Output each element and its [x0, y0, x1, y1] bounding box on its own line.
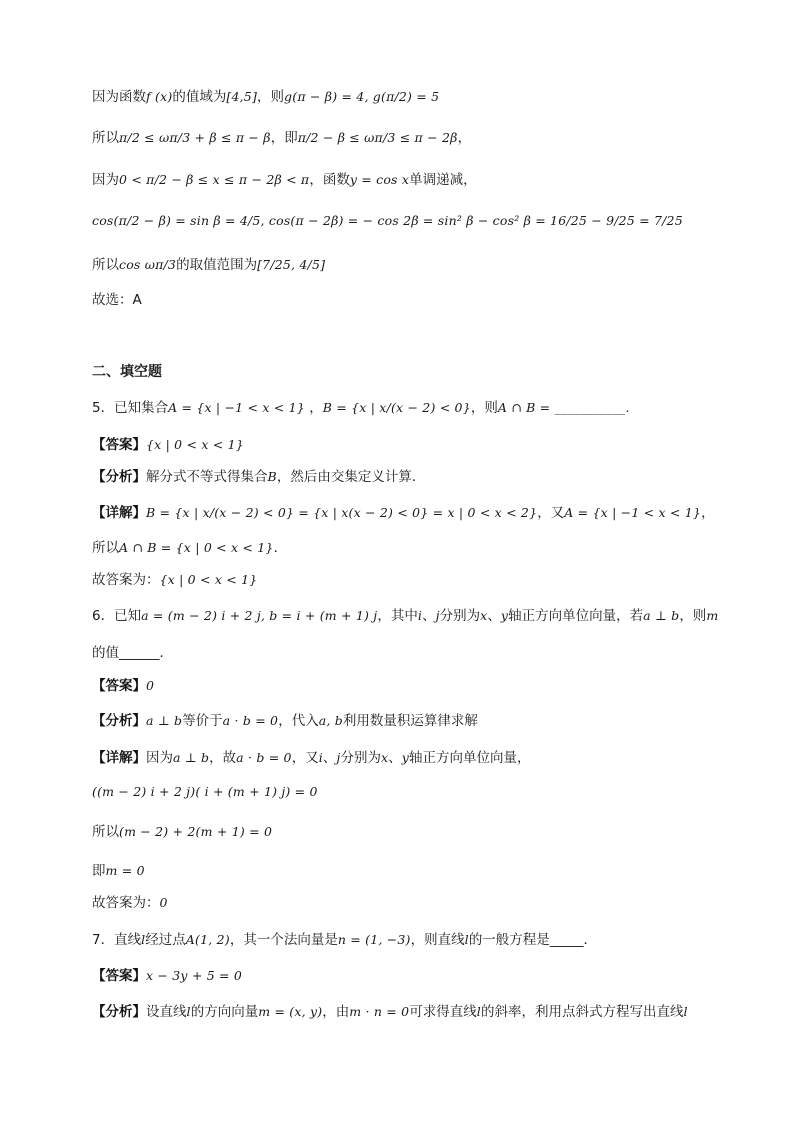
line-text: ， — [701, 505, 715, 521]
solution-line-2 — [92, 128, 754, 148]
line-text: 分别为 — [340, 750, 381, 766]
math-expr: y — [500, 608, 509, 623]
math-expr: m · n = 0 — [349, 1004, 410, 1019]
line-text: 可求得直线 — [409, 1004, 477, 1020]
line-text: 的值______． — [92, 645, 173, 661]
line-text: 6．已知 — [92, 608, 142, 624]
line-text: ，又 — [537, 505, 565, 521]
line-text: 所以 — [92, 130, 119, 146]
q7-analysis — [92, 1002, 754, 1022]
line-text: 故选：A — [92, 292, 142, 308]
math-expr: l — [141, 932, 146, 947]
line-text: 分别为 — [439, 608, 481, 624]
math-expr: f (x) — [146, 89, 173, 104]
math-expr: y — [401, 750, 410, 765]
analysis-tag: 【分析】 — [92, 1004, 146, 1020]
math-expr: n = (1, −3) — [337, 932, 411, 947]
math-expr: x − 3y + 5 = 0 — [146, 968, 243, 983]
line-text: ，其一个法向量是 — [229, 932, 338, 948]
math-expr: (m − 2) + 2(m + 1) = 0 — [119, 824, 273, 839]
q6-expand — [92, 782, 754, 802]
math-expr: j — [336, 750, 341, 765]
line-text: 所以 — [92, 540, 119, 556]
line-text: 等价于 — [182, 713, 223, 729]
math-expr: x — [381, 750, 389, 765]
math-expr: i — [417, 608, 423, 623]
q6-analysis — [92, 711, 754, 731]
math-expr: B — [267, 469, 277, 484]
line-text: 因为 — [146, 750, 173, 766]
math-expr: m — [706, 608, 719, 623]
q5-final — [92, 570, 754, 590]
math-expr: A ∩ B = {x | 0 < x < 1} — [119, 540, 274, 555]
math-expr: A(1, 2) — [185, 932, 230, 947]
math-expr: B = {x | x/(x − 2) < 0} = {x | x(x − 2) < 0} = x | 0 < x < 2} — [146, 505, 538, 520]
line-text: 所以 — [92, 257, 119, 273]
line-text: ，函数 — [309, 172, 350, 188]
q6-final — [92, 893, 754, 913]
math-expr: m = 0 — [105, 863, 145, 878]
math-expr: a ⊥ b — [146, 713, 183, 728]
math-expr: a ⊥ b — [643, 608, 680, 623]
answer-tag: 【答案】 — [92, 437, 146, 453]
line-text: ，故 — [209, 750, 237, 766]
line-text: 的取值范围为 — [176, 257, 258, 273]
q7-answer — [92, 966, 754, 986]
line-text: 故答案为： — [92, 572, 160, 588]
math-expr: {x | 0 < x < 1} — [146, 437, 244, 452]
math-expr: A ∩ B = ___________. — [497, 400, 630, 415]
solution-line-5 — [92, 255, 754, 275]
section-title: 二、填空题 — [92, 364, 162, 380]
math-expr: l — [464, 932, 469, 947]
line-text: ，代入 — [278, 713, 319, 729]
math-expr: [7/25, 4/5] — [257, 257, 326, 272]
analysis-tag: 【分析】 — [92, 469, 146, 485]
math-expr: A = {x | −1 < x < 1} — [564, 505, 702, 520]
line-text: 因为 — [92, 172, 119, 188]
line-text: 、 — [487, 608, 501, 624]
math-expr: ((m − 2) i + 2 j)( i + (m + 1) j) = 0 — [92, 784, 318, 799]
line-text: 、 — [422, 608, 436, 624]
math-expr: a, b — [318, 713, 343, 728]
line-text: 5．已知集合 — [92, 400, 169, 416]
line-text: ． — [273, 540, 288, 556]
answer-tag: 【答案】 — [92, 968, 146, 984]
math-expr: y = cos x — [349, 172, 410, 187]
line-text: ，即 — [270, 130, 298, 146]
detail-tag: 【详解】 — [92, 750, 146, 766]
line-text: ，则 — [470, 400, 498, 416]
q6-detail — [92, 748, 754, 768]
q6-so — [92, 822, 754, 842]
math-expr: A = {x | −1 < x < 1} — [168, 400, 305, 415]
math-expr: i — [318, 750, 323, 765]
line-text: ，则 — [257, 89, 285, 105]
math-expr: π/2 − β ≤ ωπ/3 ≤ π − 2β — [297, 130, 458, 145]
solution-line-3 — [92, 170, 754, 190]
math-expr: g(π − β) = 4, g(π/2) = 5 — [284, 89, 440, 104]
math-expr: x — [480, 608, 488, 623]
q6-then — [92, 861, 754, 881]
math-expr: l — [683, 1004, 688, 1019]
answer-tag: 【答案】 — [92, 678, 146, 694]
solution-conclusion — [92, 290, 754, 310]
line-text: ，其中 — [377, 608, 418, 624]
math-expr: cos ωπ/3 — [119, 257, 177, 272]
line-text: 解分式不等式得集合 — [146, 469, 268, 485]
line-text: 、 — [322, 750, 337, 766]
math-expr: 0 — [159, 895, 168, 910]
math-expr: a ⊥ b — [173, 750, 210, 765]
math-expr: a = (m − 2) i + 2 j, b = i + (m + 1) j — [141, 608, 378, 623]
line-text: 7．直线 — [92, 932, 142, 948]
math-expr: cos(π/2 − β) = sin β = 4/5, cos(π − 2β) = − cos 2β = sin² β − cos² β = 16/25 − 9/25 = 7/25 — [92, 213, 683, 228]
question-5 — [92, 398, 754, 418]
q6-answer — [92, 676, 754, 696]
line-text: 利用数量积运算律求解 — [342, 713, 478, 729]
q5-analysis — [92, 467, 754, 487]
question-7 — [92, 930, 754, 950]
solution-line-1 — [92, 87, 754, 107]
math-expr: j — [435, 608, 440, 623]
q5-answer — [92, 435, 754, 455]
line-text: 的值域为 — [172, 89, 227, 105]
math-expr: 0 < π/2 − β ≤ x ≤ π − 2β < π — [119, 172, 310, 187]
math-expr: π/2 ≤ ωπ/3 + β ≤ π − β — [119, 130, 271, 145]
line-text: 的一般方程是_____． — [468, 932, 598, 948]
line-text: 所以 — [92, 824, 119, 840]
line-text: 的方向向量 — [190, 1004, 259, 1020]
line-text: 即 — [92, 863, 106, 879]
detail-tag: 【详解】 — [92, 505, 146, 521]
line-text: 轴正方向单位向量， — [409, 750, 531, 766]
math-expr: l — [476, 1004, 481, 1019]
q5-so — [92, 538, 754, 558]
math-expr: l — [186, 1004, 191, 1019]
line-text: 因为函数 — [92, 89, 146, 105]
line-text: 的斜率，利用点斜式方程写出直线 — [481, 1004, 684, 1020]
question-6-line-2 — [92, 643, 754, 663]
analysis-tag: 【分析】 — [92, 713, 146, 729]
math-expr: [4,5] — [226, 89, 258, 104]
math-expr: a · b = 0 — [236, 750, 292, 765]
line-text: 经过点 — [145, 932, 186, 948]
math-expr: {x | 0 < x < 1} — [159, 572, 258, 587]
q5-detail — [92, 503, 754, 523]
line-text: 设直线 — [146, 1004, 187, 1020]
line-text: ， — [304, 400, 323, 416]
line-text: ，又 — [291, 750, 319, 766]
line-text: 单调递减， — [409, 172, 477, 188]
line-text: ，然后由交集定义计算． — [276, 469, 426, 485]
math-expr: B = {x | x/(x − 2) < 0} — [322, 400, 471, 415]
line-text: 、 — [388, 750, 402, 766]
math-expr: 0 — [146, 678, 155, 693]
line-text: ，则 — [679, 608, 707, 624]
math-expr: a · b = 0 — [222, 713, 279, 728]
line-text: 故答案为： — [92, 895, 160, 911]
solution-line-4 — [92, 211, 754, 231]
line-text: ，则直线 — [410, 932, 465, 948]
line-text: 轴正方向单位向量，若 — [508, 608, 644, 624]
line-text: ，由 — [322, 1004, 350, 1020]
question-6 — [92, 606, 754, 626]
line-text: ， — [457, 130, 472, 146]
math-expr: m = (x, y) — [258, 1004, 323, 1019]
